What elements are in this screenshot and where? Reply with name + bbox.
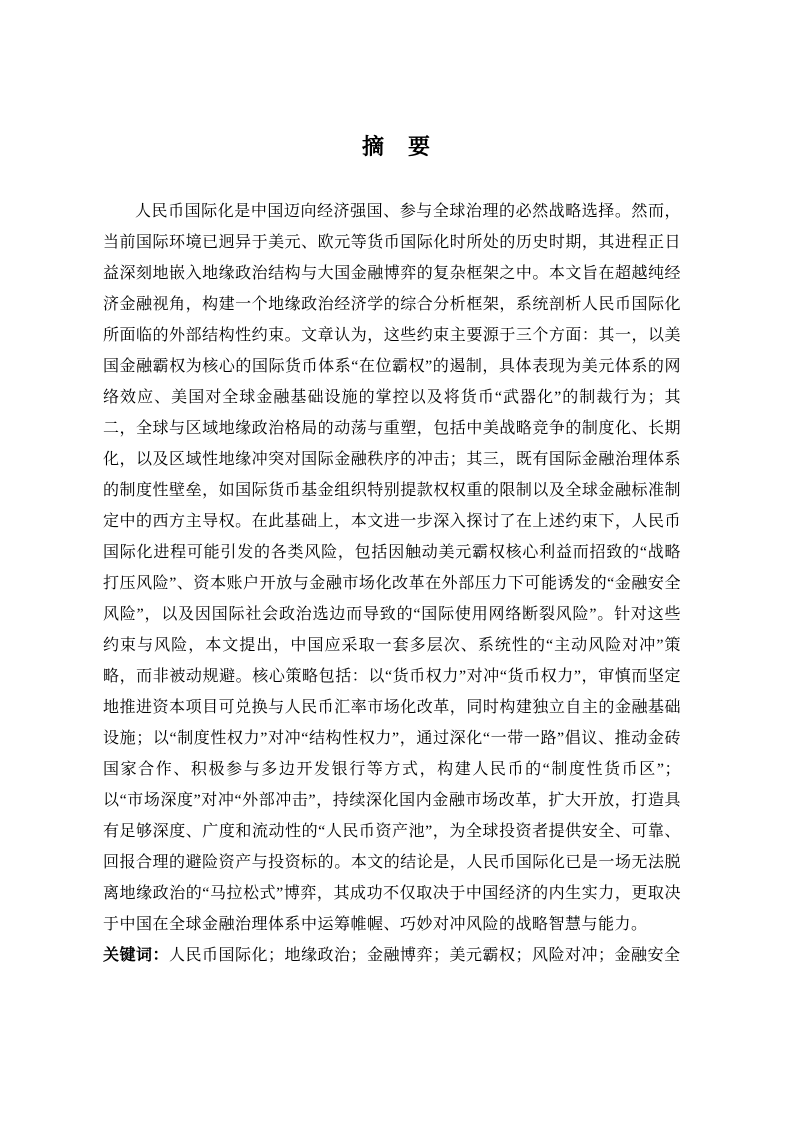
abstract-title: 摘 要 [361,134,431,159]
keywords-text: 人民币国际化；地缘政治；金融博弈；美元霸权；风险对冲；金融安全 [169,947,681,964]
keywords-line [103,940,681,971]
abstract-content [103,196,681,971]
keywords-label: 关键词： [103,947,170,964]
abstract-paragraph: 人民币国际化是中国迈向经济强国、参与全球治理的必然战略选择。然而，当前国际环境已迥异于美元、欧元等货币国际化时所处的历史时期，其进程正日益深刻地嵌入地缘政治结构与大国金融博弈的复杂框架之中。本文旨在超越纯经济金融视角，构建一个地缘政治经济学的综合分析框架，系统剖析人民币国际化所面临的外部结构性约束。文章认为，这些约束主要源于三个方面：其一，以美国金融霸权为核心的国际货币体系“在位霸权”的遏制，具体表现为美元体系的网络效应、美国对全球金融基础设施的掌控以及将货币“武器化”的制裁行为；其二，全球与区域地缘政治格局的动荡与重塑，包括中美战略竞争的制度化、长期化，以及区域性地缘冲突对国际金融秩序的冲击；其三，既有国际金融治理体系的制度性壁垒，如国际货币基金组织特别提款权权重的限制以及全球金融标准制定中的西方主导权。在此基础上，本文进一步深入探讨了在上述约束下，人民币国际化进程可能引发的各类风险，包括因触动美元霸权核心利益而招致的“战略打压风险”、资本账户开放与金融市场化改革在外部压力下可能诱发的“金融安全风险”，以及因国际社会政治选边而导致的“国际使用网络断裂风险”。针对这些约束与风险，本文提出，中国应采取一套多层次、系统性的“主动风险对冲”策略，而非被动规避。核心策略包括：以“货币权力”对冲“货币权力”，审慎而坚定地推进资本项目可兑换与人民币汇率市场化改革，同时构建独立自主的金融基础设施；以“制度性权力”对冲“结构性权力”，通过深化“一带一路”倡议、推动金砖国家合作、积极参与多边开发银行等方式，构建人民币的“制度性货币区”；以“市场深度”对冲“外部冲击”，持续深化国内金融市场改革，扩大开放，打造具有足够深度、广度和流动性的“人民币资产池”，为全球投资者提供安全、可靠、回报合理的避险资产与投资标的。本文的结论是，人民币国际化已是一场无法脱离地缘政治的“马拉松式”博弈，其成功不仅取决于中国经济的内生实力，更取决于中国在全球金融治理体系中运筹帷幄、巧妙对冲风险的战略智慧与能力。 [103,203,681,933]
